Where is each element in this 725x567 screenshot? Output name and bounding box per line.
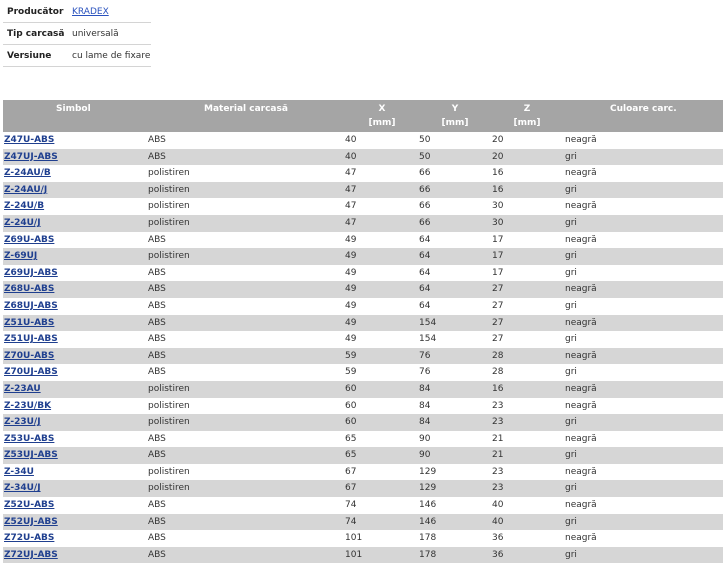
cell-symbol — [4, 514, 58, 531]
cell-symbol — [4, 331, 58, 348]
cell-material: ABS — [148, 284, 166, 295]
cell-x: 60 — [345, 400, 357, 411]
enclosures-table — [3, 100, 723, 563]
cell-material: polistiren — [148, 466, 190, 477]
table-row — [3, 381, 723, 398]
product-symbol-link[interactable]: Z-34U — [4, 466, 34, 477]
table-row — [3, 215, 723, 232]
table-row — [3, 232, 723, 249]
cell-color: gri — [565, 367, 577, 378]
info-value: cu lame de fixare — [72, 51, 151, 61]
cell-z: 40 — [492, 500, 504, 511]
info-label: Tip carcasă — [7, 29, 65, 39]
cell-z: 27 — [492, 284, 504, 295]
product-symbol-link[interactable]: Z53U-ABS — [4, 433, 55, 444]
cell-color: neagră — [565, 350, 597, 361]
cell-x: 60 — [345, 383, 357, 394]
producer-link[interactable]: KRADEX — [72, 7, 109, 17]
cell-material: polistiren — [148, 400, 190, 411]
product-symbol-link[interactable]: Z68UJ-ABS — [4, 300, 58, 311]
cell-x: 49 — [345, 267, 357, 278]
cell-z: 21 — [492, 450, 504, 461]
product-info-table — [3, 2, 151, 68]
product-symbol-link[interactable]: Z-34U/J — [4, 483, 41, 494]
table-body — [3, 132, 723, 563]
header-y — [440, 104, 470, 128]
table-row — [3, 480, 723, 497]
cell-x: 59 — [345, 350, 357, 361]
cell-color: neagră — [565, 317, 597, 328]
cell-material: polistiren — [148, 483, 190, 494]
table-row — [3, 447, 723, 464]
table-row — [3, 431, 723, 448]
cell-symbol — [4, 547, 58, 564]
product-symbol-link[interactable]: Z51U-ABS — [4, 317, 55, 328]
cell-z: 23 — [492, 417, 504, 428]
cell-y: 90 — [419, 433, 431, 444]
table-row — [3, 265, 723, 282]
cell-x: 47 — [345, 184, 357, 195]
cell-symbol — [4, 447, 58, 464]
cell-color: neagră — [565, 433, 597, 444]
product-symbol-link[interactable]: Z69UJ-ABS — [4, 267, 58, 278]
cell-symbol — [4, 132, 54, 149]
cell-color: gri — [565, 151, 577, 162]
cell-color: neagră — [565, 234, 597, 245]
table-row — [3, 281, 723, 298]
table-row — [3, 298, 723, 315]
cell-color: gri — [565, 483, 577, 494]
cell-material: polistiren — [148, 168, 190, 179]
product-symbol-link[interactable]: Z69U-ABS — [4, 234, 55, 245]
cell-y: 66 — [419, 201, 431, 212]
cell-material: ABS — [148, 450, 166, 461]
cell-color: gri — [565, 549, 577, 560]
cell-z: 36 — [492, 549, 504, 560]
product-symbol-link[interactable]: Z-24U/J — [4, 217, 41, 228]
info-value: universală — [72, 29, 119, 39]
cell-symbol — [4, 398, 51, 415]
header-x — [367, 104, 397, 128]
table-row — [3, 364, 723, 381]
cell-z: 21 — [492, 433, 504, 444]
cell-color: gri — [565, 417, 577, 428]
cell-z: 17 — [492, 267, 504, 278]
product-symbol-link[interactable]: Z-24AU/B — [4, 168, 51, 179]
cell-material: ABS — [148, 350, 166, 361]
table-row — [3, 530, 723, 547]
cell-symbol — [4, 530, 54, 547]
cell-material: polistiren — [148, 417, 190, 428]
cell-color: neagră — [565, 400, 597, 411]
table-row — [3, 149, 723, 166]
cell-x: 67 — [345, 483, 357, 494]
cell-symbol — [4, 215, 41, 232]
cell-x: 47 — [345, 168, 357, 179]
cell-color: neagră — [565, 533, 597, 544]
table-row — [3, 414, 723, 431]
cell-x: 60 — [345, 417, 357, 428]
product-symbol-link[interactable]: Z-23AU — [4, 383, 41, 394]
cell-x: 67 — [345, 466, 357, 477]
cell-material: ABS — [148, 533, 166, 544]
cell-material: ABS — [148, 549, 166, 560]
cell-y: 84 — [419, 417, 431, 428]
cell-y: 84 — [419, 400, 431, 411]
cell-x: 47 — [345, 201, 357, 212]
cell-x: 65 — [345, 450, 357, 461]
cell-z: 30 — [492, 217, 504, 228]
cell-y: 66 — [419, 217, 431, 228]
cell-material: ABS — [148, 317, 166, 328]
product-symbol-link[interactable]: Z68U-ABS — [4, 284, 55, 295]
cell-color: gri — [565, 267, 577, 278]
cell-material: polistiren — [148, 251, 190, 262]
cell-symbol — [4, 315, 54, 332]
cell-material: polistiren — [148, 217, 190, 228]
cell-material: polistiren — [148, 184, 190, 195]
cell-x: 74 — [345, 516, 357, 527]
header-material: Material carcasă — [204, 104, 288, 114]
info-label: Producător — [7, 7, 64, 17]
header-symbol: Simbol — [56, 104, 91, 114]
header-z — [512, 104, 542, 128]
cell-y: 154 — [419, 317, 437, 328]
cell-material: polistiren — [148, 201, 190, 212]
table-row — [3, 248, 723, 265]
cell-color: gri — [565, 450, 577, 461]
cell-z: 23 — [492, 483, 504, 494]
info-row-version — [3, 46, 151, 67]
product-symbol-link[interactable]: Z-69UJ — [4, 251, 38, 262]
cell-color: neagră — [565, 383, 597, 394]
cell-x: 59 — [345, 367, 357, 378]
cell-material: ABS — [148, 151, 166, 162]
cell-z: 28 — [492, 350, 504, 361]
cell-y: 129 — [419, 483, 437, 494]
info-row-producer — [3, 2, 151, 23]
table-row — [3, 348, 723, 365]
cell-symbol — [4, 364, 58, 381]
cell-symbol — [4, 298, 58, 315]
cell-x: 40 — [345, 135, 357, 145]
cell-x: 47 — [345, 217, 357, 228]
cell-y: 76 — [419, 350, 431, 361]
cell-z: 23 — [492, 466, 504, 477]
cell-y: 66 — [419, 184, 431, 195]
header-z-unit: [mm] — [513, 118, 541, 128]
cell-y: 50 — [419, 135, 431, 145]
cell-x: 65 — [345, 433, 357, 444]
cell-symbol — [4, 248, 37, 265]
info-label: Versiune — [7, 51, 52, 61]
table-row — [3, 182, 723, 199]
cell-x: 74 — [345, 500, 357, 511]
cell-material: ABS — [148, 135, 166, 145]
cell-symbol — [4, 265, 58, 282]
cell-color: gri — [565, 300, 577, 311]
cell-z: 20 — [492, 135, 504, 145]
cell-z: 20 — [492, 151, 504, 162]
cell-z: 16 — [492, 168, 504, 179]
cell-y: 146 — [419, 516, 437, 527]
cell-y: 178 — [419, 533, 437, 544]
cell-color: gri — [565, 516, 577, 527]
product-symbol-link[interactable]: Z47UJ-ABS — [4, 151, 58, 162]
info-row-case-type — [3, 24, 151, 45]
cell-symbol — [4, 497, 54, 514]
cell-z: 30 — [492, 201, 504, 212]
cell-material: ABS — [148, 500, 166, 511]
cell-z: 17 — [492, 234, 504, 245]
table-row — [3, 315, 723, 332]
cell-material: ABS — [148, 433, 166, 444]
cell-color: gri — [565, 184, 577, 195]
cell-symbol — [4, 348, 54, 365]
cell-color: neagră — [565, 500, 597, 511]
header-x-label: X — [378, 104, 386, 114]
cell-z: 36 — [492, 533, 504, 544]
cell-y: 64 — [419, 251, 431, 262]
product-symbol-link[interactable]: Z-24AU/J — [4, 184, 48, 195]
cell-symbol — [4, 149, 58, 166]
product-symbol-link[interactable]: Z52UJ-ABS — [4, 516, 58, 527]
header-color: Culoare carc. — [610, 104, 677, 114]
cell-x: 49 — [345, 284, 357, 295]
product-symbol-link[interactable]: Z47U-ABS — [4, 135, 55, 145]
cell-z: 23 — [492, 400, 504, 411]
product-symbol-link[interactable]: Z70UJ-ABS — [4, 367, 58, 378]
cell-material: ABS — [148, 367, 166, 378]
cell-color: neagră — [565, 135, 597, 145]
table-row — [3, 497, 723, 514]
cell-color: neagră — [565, 168, 597, 179]
cell-y: 64 — [419, 267, 431, 278]
header-y-unit: [mm] — [441, 118, 469, 128]
cell-symbol — [4, 165, 51, 182]
cell-symbol — [4, 232, 54, 249]
cell-z: 27 — [492, 300, 504, 311]
table-row — [3, 398, 723, 415]
cell-y: 154 — [419, 334, 437, 345]
product-symbol-link[interactable]: Z51UJ-ABS — [4, 334, 58, 345]
cell-color: gri — [565, 334, 577, 345]
cell-y: 64 — [419, 234, 431, 245]
cell-color: neagră — [565, 284, 597, 295]
cell-y: 84 — [419, 383, 431, 394]
product-symbol-link[interactable]: Z72U-ABS — [4, 533, 55, 544]
cell-symbol — [4, 464, 34, 481]
header-z-label: Z — [523, 104, 531, 114]
cell-y: 146 — [419, 500, 437, 511]
cell-z: 16 — [492, 184, 504, 195]
cell-x: 49 — [345, 234, 357, 245]
cell-symbol — [4, 414, 41, 431]
cell-symbol — [4, 281, 54, 298]
cell-symbol — [4, 198, 44, 215]
cell-z: 16 — [492, 383, 504, 394]
table-row — [3, 514, 723, 531]
header-x-unit: [mm] — [368, 118, 396, 128]
cell-material: ABS — [148, 267, 166, 278]
product-symbol-link[interactable]: Z-24U/B — [4, 201, 45, 212]
cell-symbol — [4, 381, 41, 398]
table-row — [3, 464, 723, 481]
table-row — [3, 165, 723, 182]
cell-x: 49 — [345, 334, 357, 345]
cell-material: ABS — [148, 516, 166, 527]
cell-x: 49 — [345, 251, 357, 262]
cell-y: 178 — [419, 549, 437, 560]
cell-symbol — [4, 182, 47, 199]
product-symbol-link[interactable]: Z53UJ-ABS — [4, 450, 58, 461]
cell-color: gri — [565, 217, 577, 228]
table-row — [3, 331, 723, 348]
cell-color: neagră — [565, 466, 597, 477]
product-symbol-link[interactable]: Z72UJ-ABS — [4, 549, 58, 560]
table-row — [3, 198, 723, 215]
cell-y: 64 — [419, 284, 431, 295]
table-row — [3, 132, 723, 149]
cell-z: 27 — [492, 334, 504, 345]
cell-y: 50 — [419, 151, 431, 162]
cell-x: 49 — [345, 317, 357, 328]
cell-y: 76 — [419, 367, 431, 378]
cell-z: 27 — [492, 317, 504, 328]
cell-y: 66 — [419, 168, 431, 179]
header-y-label: Y — [451, 104, 459, 114]
cell-x: 40 — [345, 151, 357, 162]
product-symbol-link[interactable]: Z52U-ABS — [4, 500, 55, 511]
cell-x: 101 — [345, 533, 363, 544]
product-symbol-link[interactable]: Z70U-ABS — [4, 350, 55, 361]
cell-y: 64 — [419, 300, 431, 311]
cell-material: ABS — [148, 234, 166, 245]
cell-material: ABS — [148, 300, 166, 311]
cell-symbol — [4, 480, 41, 497]
cell-symbol — [4, 431, 54, 448]
cell-z: 40 — [492, 516, 504, 527]
cell-z: 28 — [492, 367, 504, 378]
table-row — [3, 547, 723, 564]
cell-x: 49 — [345, 300, 357, 311]
product-symbol-link[interactable]: Z-23U/BK — [4, 400, 52, 411]
cell-material: polistiren — [148, 383, 190, 394]
cell-material: ABS — [148, 334, 166, 345]
cell-color: neagră — [565, 201, 597, 212]
cell-y: 90 — [419, 450, 431, 461]
table-header — [3, 100, 723, 132]
cell-x: 101 — [345, 549, 363, 560]
product-symbol-link[interactable]: Z-23U/J — [4, 417, 41, 428]
cell-y: 129 — [419, 466, 437, 477]
cell-z: 17 — [492, 251, 504, 262]
cell-color: gri — [565, 251, 577, 262]
